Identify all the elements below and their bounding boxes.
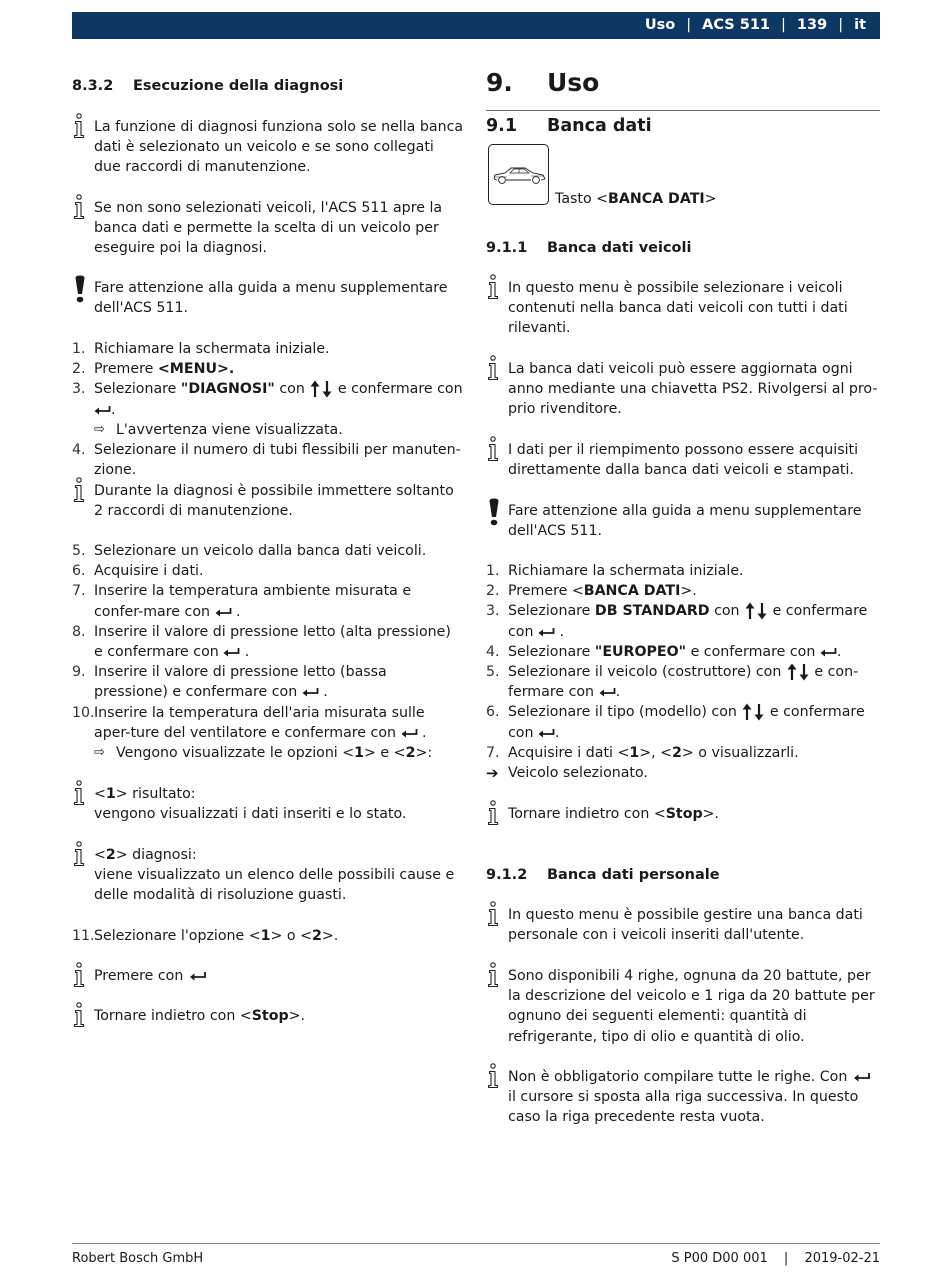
info-icon	[72, 784, 94, 804]
list-item: 8. Inserire il valore di pressione letto (alta pressione) e confermare con .	[72, 623, 451, 661]
step-result: ⇨ L'avvertenza viene visualizzata.	[72, 420, 464, 440]
final-arrow-icon: ➔	[486, 764, 499, 783]
info-icon	[486, 278, 508, 298]
footer-doc-number: S P00 D00 001	[671, 1251, 768, 1266]
enter-key-icon	[223, 647, 240, 657]
info-note: Tornare indietro con <Stop>.	[72, 1006, 464, 1026]
database-key-button	[488, 144, 549, 205]
list-item: 9. Inserire il valore di pressione letto (bassa pressione) e confermare con .	[72, 664, 387, 701]
list-item: 5. Selezionare il veicolo (costruttore) con e con-fermare con .	[486, 664, 859, 701]
info-icon	[486, 966, 508, 986]
chapter-divider	[486, 110, 880, 111]
section-heading-9-1-2: 9.1.2 Banca dati personale	[486, 867, 720, 883]
chapter-heading: 9. Uso	[486, 68, 600, 97]
list-item: 6. Selezionare il tipo (modello) con e confermare con .	[486, 704, 865, 741]
header-page-number: 139	[796, 17, 828, 34]
list-item: 2. Premere <BANCA DATI>.	[486, 583, 697, 600]
info-note: Premere con	[72, 966, 464, 986]
list-item: 2. Premere <MENU>.	[72, 361, 235, 378]
up-down-arrows-icon	[309, 380, 333, 398]
enter-key-icon	[302, 687, 319, 697]
list-item: 5. Selezionare un veicolo dalla banca dati veicoli.	[72, 543, 427, 559]
header-product: ACS 511	[702, 17, 771, 34]
info-icon	[486, 359, 508, 379]
section-heading-9-1: 9.1 Banca dati	[486, 116, 652, 136]
info-note: La funzione di diagnosi funziona solo se nella banca dati è selezionato un veicolo e se sono collegati due raccordi di manutenzione.	[72, 117, 464, 178]
enter-key-icon	[538, 728, 555, 738]
list-item: 10. Inserire la temperatura dell'aria misurata sulle aper-ture del ventilatore e confermare con .	[72, 704, 427, 741]
list-item: 7. Inserire la temperatura ambiente misurata e confer-mare con .	[72, 583, 412, 620]
step-list	[72, 541, 464, 763]
section-heading-9-1-1: 9.1.1 Banca dati veicoli	[486, 240, 692, 256]
info-icon	[72, 845, 94, 865]
info-note: In questo menu è possibile selezionare i veicoli contenuti nella banca dati veicoli con tutti i dati rilevanti.	[486, 278, 880, 339]
warning-note: Fare attenzione alla guida a menu supplementare dell'ACS 511.	[486, 501, 880, 541]
up-down-arrows-icon	[741, 703, 765, 721]
info-note: Tornare indietro con <Stop>.	[486, 804, 880, 824]
enter-key-icon	[401, 728, 418, 738]
list-item: 1. Richiamare la schermata iniziale.	[486, 563, 744, 579]
list-item: 4. Selezionare "EUROPEO" e confermare con .	[486, 643, 842, 660]
info-icon	[72, 966, 94, 986]
info-icon	[72, 198, 94, 218]
page-header-bar: Uso | ACS 511 | 139 | it	[72, 12, 880, 39]
section-heading-8-3-2: 8.3.2 Esecuzione della diagnosi	[72, 78, 344, 94]
info-note: In questo menu è possibile gestire una banca dati personale con i veicoli inseriti dall'utente.	[486, 905, 880, 945]
list-item: 4. Selezionare il numero di tubi flessibili per manuten-zione.	[72, 442, 461, 479]
result-arrow-icon: ⇨	[94, 745, 105, 761]
footer-doc-info: S P00 D00 001 | 2019-02-21	[671, 1251, 880, 1266]
info-icon	[486, 1067, 508, 1087]
footer-company: Robert Bosch GmbH	[72, 1251, 204, 1266]
header-section: Uso	[644, 17, 676, 34]
info-icon	[72, 117, 94, 137]
info-note: Durante la diagnosi è possibile immettere soltanto 2 raccordi di manutenzione.	[72, 481, 464, 521]
footer-divider	[72, 1243, 880, 1244]
info-note: <1> risultato: vengono visualizzati i dati inseriti e lo stato.	[72, 784, 464, 824]
enter-key-icon	[820, 647, 837, 657]
step-list	[72, 339, 464, 480]
info-icon	[72, 1006, 94, 1026]
header-language: it	[854, 17, 866, 34]
enter-key-icon	[215, 607, 232, 617]
enter-key-icon	[852, 1072, 872, 1082]
result-arrow-icon: ⇨	[94, 421, 105, 437]
warning-icon	[72, 278, 94, 298]
warning-icon	[486, 501, 508, 521]
info-note: Non è obbligatorio compilare tutte le righe. Con il cursore si sposta alla riga successiva. In questo caso la riga precedente resta vuota.	[486, 1067, 880, 1128]
up-down-arrows-icon	[744, 602, 768, 620]
info-icon	[486, 440, 508, 460]
info-note: Se non sono selezionati veicoli, l'ACS 511 apre la banca dati e permette la scelta di un veicolo per eseguire poi la diagnosi.	[72, 198, 464, 259]
list-item: 3. Selezionare DB STANDARD con e confermare con .	[486, 603, 868, 640]
car-icon	[491, 163, 547, 187]
list-item: 7. Acquisire i dati <1>, <2> o visualizzarli.	[486, 744, 799, 761]
info-note: I dati per il riempimento possono essere acquisiti direttamente dalla banca dati veicoli e stampati.	[486, 440, 880, 480]
warning-note: Fare attenzione alla guida a menu supplementare dell'ACS 511.	[72, 278, 464, 318]
info-note: Sono disponibili 4 righe, ognuna da 20 battute, per la descrizione del veicolo e 1 riga da 20 battute per ognuno dei seguenti elementi: quantità di refrigerante, tipo di olio e quantità di olio.	[486, 966, 880, 1047]
enter-key-icon	[599, 687, 616, 697]
list-item: 1. Richiamare la schermata iniziale.	[72, 341, 330, 357]
list-item: 6. Acquisire i dati.	[72, 563, 204, 580]
step-list	[486, 561, 880, 783]
info-icon	[486, 905, 508, 925]
final-result: ➔ Veicolo selezionato.	[486, 764, 648, 783]
info-icon	[72, 481, 94, 501]
up-down-arrows-icon	[786, 663, 810, 681]
info-note: La banca dati veicoli può essere aggiornata ogni anno mediante una chiavetta PS2. Rivolgersi al pro-prio rivenditore.	[486, 359, 880, 420]
enter-key-icon	[538, 627, 555, 637]
step-result: ⇨ Vengono visualizzate le opzioni <1> e <2>:	[72, 743, 464, 763]
list-item: 11. Selezionare l'opzione <1> o <2>.	[72, 928, 339, 944]
info-note: <2> diagnosi: viene visualizzato un elenco delle possibili cause e delle modalità di risoluzione guasti.	[72, 845, 464, 906]
info-icon	[486, 804, 508, 824]
database-key-block: Tasto <BANCA DATI>	[486, 144, 880, 205]
enter-key-icon	[188, 971, 208, 981]
footer-date: 2019-02-21	[804, 1251, 880, 1266]
enter-key-icon	[94, 405, 111, 415]
list-item: 3. Selezionare "DIAGNOSI" con e confermare con .	[72, 381, 463, 418]
